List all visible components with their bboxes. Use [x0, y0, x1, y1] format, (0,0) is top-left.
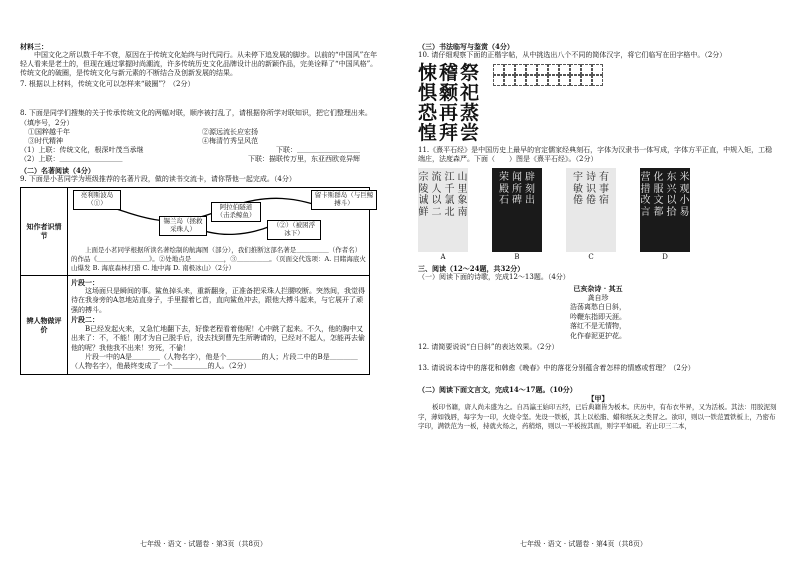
rubbing-a-char: 二	[431, 206, 442, 218]
couplet-1-lower: 下联：＿＿＿＿＿＿＿＿＿	[276, 145, 360, 154]
map-box-5: （②）（被困浮冰下）	[267, 220, 321, 240]
calligraphy-column	[418, 64, 437, 144]
poem	[418, 284, 778, 341]
poem-line-2: 吟鞭东指即天涯。	[570, 312, 626, 321]
tianzige-grid[interactable]	[493, 64, 603, 86]
rubbing-c-char: 宇	[573, 172, 583, 184]
subsection-2-title: （二）阅读下面文言文，完成14～17题。（10分）	[418, 385, 577, 395]
rubbing-d-char: 兴	[666, 183, 677, 195]
character-question: 片段一中的A是＿＿＿＿（人物名字），他是个＿＿＿＿＿的人；片段二中的B是＿＿＿＿（人物名字），他最终变成了一个＿＿＿＿＿的人。（2分）	[71, 353, 358, 371]
calligraphy-column	[439, 64, 458, 144]
footer-page-4: 七年级 · 语文 · 试题卷 · 第4页（共8页）	[520, 539, 647, 548]
poem-author: 龚自珍	[587, 293, 609, 302]
know-author-text: 上面是小茗同学根据所读名著绘制的航海图（部分），我们推断这部名著是＿＿＿＿＿（作者名）的作品《＿＿＿＿＿＿＿＿》。②处地点是＿＿＿＿＿，③＿＿＿＿＿。（页面交代选项：A. 目睹海底火山爆发 B. 海底森林打猎 C. 地中海 D. 南极冰山）（2分）	[71, 246, 366, 272]
right-column	[418, 42, 778, 431]
question-11: 11.《熹平石经》是中国历史上最早的官定儒家经典刻石，字体为汉隶书一体写成，字体方平正直，中规入矩，工稳端庄，法度森严。下面（ ）图是《熹平石经》。（2分）	[418, 145, 773, 164]
rubbing-b-char: 所	[512, 183, 522, 195]
calligraphy-char: 蒸	[460, 102, 480, 125]
rubbing-d-column	[641, 172, 651, 252]
rubbing-a-char: 以	[431, 195, 442, 207]
calligraphy-char: 惧	[418, 82, 438, 105]
rubbing-a-char: 北	[444, 206, 455, 218]
rubbing-d-char: 易	[679, 206, 690, 218]
rubbing-a	[418, 168, 468, 252]
rubbing-a-column	[458, 172, 468, 252]
calligraphy-model	[418, 64, 479, 144]
rubbing-b-char: 石	[499, 195, 509, 207]
question-9: 9. 下面是小茗同学为班级推荐的名著片段，做的读书交流卡，请你帮他一起完成。（4分）	[20, 175, 296, 184]
rubbing-c	[566, 168, 616, 252]
calligraphy-char: 祀	[460, 82, 480, 105]
rubbing-b	[492, 168, 542, 252]
couplet-2-upper: （2）上联：＿＿＿＿＿＿＿＿＿	[20, 154, 123, 163]
rubbing-b-column	[525, 172, 535, 252]
calligraphy-char: 惶	[418, 122, 438, 144]
rubbing-c-column	[586, 172, 596, 252]
rubbing-a-char: 江	[444, 172, 455, 184]
rubbing-label-b: B	[514, 253, 520, 262]
rubbing-c-column	[599, 172, 609, 252]
question-7: 7. 根据以上材料，传统文化可以怎样来“破圈”？（2分）	[20, 80, 195, 89]
rubbing-a-column	[432, 172, 442, 252]
rubbing-d-char: 观	[679, 183, 690, 195]
poem-line-1: 浩荡离愁白日斜，	[570, 303, 626, 312]
rubbing-d	[640, 168, 690, 252]
calligraphy-char: 悚	[418, 62, 438, 85]
rubbing-c-char: 宿	[599, 195, 609, 207]
material3-title: 材料三：	[20, 42, 48, 51]
rubbing-d-char: 文	[653, 195, 664, 207]
rubbing-a-char: 人	[431, 183, 442, 195]
rubbing-d-char: 服	[653, 183, 664, 195]
fragment-2-text: B已经发起火来，又急忙地翻下去，好像老程看着他呢！心中跳了起来。不久，他的胸中又出来了：不，不能！刚才为自己脱手后，没去找到曹先生所聘请的，已经对不起人，怎能再去偷他的呢？我他我不出来！穷死，不偷！	[71, 324, 365, 352]
left-column	[20, 42, 380, 375]
material3-text: 中国文化之所以数千年不衰，原因在于传统文化始终与时代同行。从未停下追发展的脚步。以前的“中国风”在年轻人看来是老土的，但现在通过掌握时尚潮流，许多传统历史文化品牌设计出的新颖作品，完美诠释了“中国风格”。传统文化的破圈，是传统文化与新元素的不断结合及创新发展的结果。	[20, 51, 378, 78]
fragment-2-title: 片段二：	[71, 315, 99, 325]
rubbing-b-char: 辟	[525, 172, 535, 184]
rubbing-d-char: 东	[666, 172, 677, 184]
calligraphy-column	[460, 64, 479, 144]
passage-jia-label: 【甲】	[587, 394, 609, 404]
rubbing-d-char: 措	[640, 183, 651, 195]
poem-line-3: 落红不是无情物，	[570, 322, 626, 331]
rubbing-a-char: 陵	[418, 183, 429, 195]
calligraphy-char: 稽	[439, 62, 459, 85]
calligraphy-char: 拜	[439, 122, 459, 144]
rubbing-b-column	[512, 172, 522, 252]
rubbing-a-char: 千	[444, 183, 455, 195]
rubbing-d-char: 以	[666, 195, 677, 207]
reading-section-title: 三、阅读（12～24题，共32分）	[418, 264, 525, 274]
fragment-1-title: 片段一：	[71, 277, 99, 287]
question-12: 12. 请简要说说“白日斜”的表达效果。（2分）	[418, 343, 559, 352]
rubbing-b-char: 殿	[499, 183, 509, 195]
rubbing-d-char: 都	[653, 206, 664, 218]
rubbing-d-char: 化	[653, 172, 664, 184]
rubbing-a-char: 诚	[418, 195, 429, 207]
rubbing-a-char: 南	[457, 206, 468, 218]
calligraphy-char: 再	[439, 102, 459, 125]
couplet-1-upper: （1）上联：传统文化，根深叶茂当承继	[20, 145, 144, 154]
calligraphy-char: 恐	[418, 102, 438, 125]
passage-jia-text: 板印书籍，唐人尚未盛为之。自冯瀛王始印五经，已后典籍皆为板本。庆历中，有布衣毕昇，又为活板。其法：用胶泥刻字，薄如钱唇，每字为一印，火烧令坚。先设一铁板，其上以松脂、蜡和纸灰之类冒之。欲印，则以一铁范置铁板上，乃密布字印，满铁范为一板，持就火炀之，药稍熔，则以一平板按其面，则字平如砥。若止印三二本，	[418, 403, 777, 430]
rubbing-d-char: 拾	[666, 206, 677, 218]
rubbing-a-char: 流	[431, 172, 442, 184]
rubbing-d-column	[680, 172, 690, 252]
rubbing-d-char: 营	[640, 172, 651, 184]
fragment-1-text: 这场面只是瞬间的事。鲨鱼掉头来，重新翻身，正准备把采珠人拦腰咬断。突然间，我觉得待在我身旁的A忽地站直身子，手里握着匕首，直向鲨鱼冲去，跟他大搏斗起来，与它展开了顽强的搏斗。	[71, 286, 365, 314]
voyage-map	[71, 190, 374, 246]
map-box-1: 亮利斯波岛（①）	[73, 190, 121, 210]
rubbing-a-column	[419, 172, 429, 252]
poem-title: 已亥杂诗 · 其五	[573, 284, 623, 294]
footer-page-3: 七年级 · 语文 · 试题卷 · 第3页（共8页）	[140, 539, 267, 548]
calligraphy-area	[418, 64, 778, 144]
rubbing-label-a: A	[440, 253, 446, 262]
rubbing-c-char: 事	[599, 183, 609, 195]
rubbing-a-column	[445, 172, 455, 252]
question-13: 13. 请说说本诗中的落花和韩愈《晚春》中的落花分别蕴含着怎样的情感或哲理？（2分）	[418, 364, 695, 373]
rubbing-c-char: 倦	[586, 195, 596, 207]
map-box-2: 留卡斯群岛（与巨鲸搏斗）	[311, 190, 377, 210]
rubbing-d-char: 米	[679, 172, 690, 184]
rubbing-a-char: 里	[457, 183, 468, 195]
calligraphy-char: 祭	[460, 62, 480, 85]
calligraphy-char: 尝	[460, 122, 480, 144]
rubbing-a-char: 象	[457, 195, 468, 207]
rubbing-b-char: 碑	[512, 195, 522, 207]
rubbing-d-char: 言	[640, 206, 651, 218]
question-8: 8. 下面是同学们搜集的关于传承传统文化的两幅对联，顺序被打乱了，请根据你所学对联知识，把它们整理出来。（填序号，2分）	[20, 109, 372, 127]
rubbing-d-column	[654, 172, 664, 252]
map-box-4: 阿拉伯隧道（击杀鲸鱼）	[211, 202, 261, 222]
rubbing-c-column	[573, 172, 583, 252]
rubbing-d-char: 改	[640, 195, 651, 207]
rubbing-label-d: D	[662, 253, 668, 262]
rubbing-c-char: 敏	[573, 183, 583, 195]
poem-line-4: 化作春泥更护花。	[570, 331, 626, 340]
rubbing-a-char: 山	[457, 172, 468, 184]
rubbing-d-column	[667, 172, 677, 252]
rubbing-a-char: 宗	[418, 172, 429, 184]
rubbings-row	[418, 168, 778, 252]
rubbing-b-char: 荣	[499, 172, 509, 184]
rubbing-labels	[418, 253, 778, 262]
subsection-1-title: （一）阅读下面的诗歌，完成12～13题。（4分）	[418, 273, 570, 282]
rubbing-label-c: C	[588, 253, 594, 262]
calligraphy-char: 颡	[439, 82, 459, 105]
rubbing-b-char: 出	[525, 195, 535, 207]
rubbing-b-char: 闻	[512, 172, 522, 184]
rubbing-c-char: 倦	[573, 195, 583, 207]
rubbing-c-char: 识	[586, 183, 596, 195]
option-2: ②源远流长应宏扬	[202, 127, 258, 136]
map-box-3: 锡兰岛（拯救采珠人）	[159, 216, 207, 236]
section-2-title: （二）名著阅读（4分）	[20, 166, 95, 176]
label-know-author: 知作者识情节	[21, 188, 68, 275]
couplet-2-lower: 下联：描联传万里，东亚西欧竞异辉	[248, 154, 360, 163]
option-3: ③时代精神	[28, 136, 63, 145]
reading-card-table	[20, 187, 374, 375]
rubbing-a-char: 鲜	[418, 206, 429, 218]
rubbing-d-char: 小	[679, 195, 690, 207]
section-3-title: （三）书法临写与鉴赏（4分）	[418, 42, 514, 51]
question-10: 10. 请仔细观察下面的正楷字帖，从中挑选出八个不同的简体汉字，将它们临写在田字格中。（2分）	[418, 51, 727, 60]
option-1: ①国粹越千年	[28, 127, 70, 136]
rubbing-b-column	[499, 172, 509, 252]
option-4: ④梅清竹秀呈风范	[202, 136, 258, 145]
rubbing-a-char: 氯	[444, 195, 455, 207]
rubbing-b-char: 刻	[525, 183, 535, 195]
label-character: 辨人物做评价	[21, 275, 68, 374]
rubbing-c-char: 诗	[586, 172, 596, 184]
rubbing-c-char: 有	[599, 172, 609, 184]
